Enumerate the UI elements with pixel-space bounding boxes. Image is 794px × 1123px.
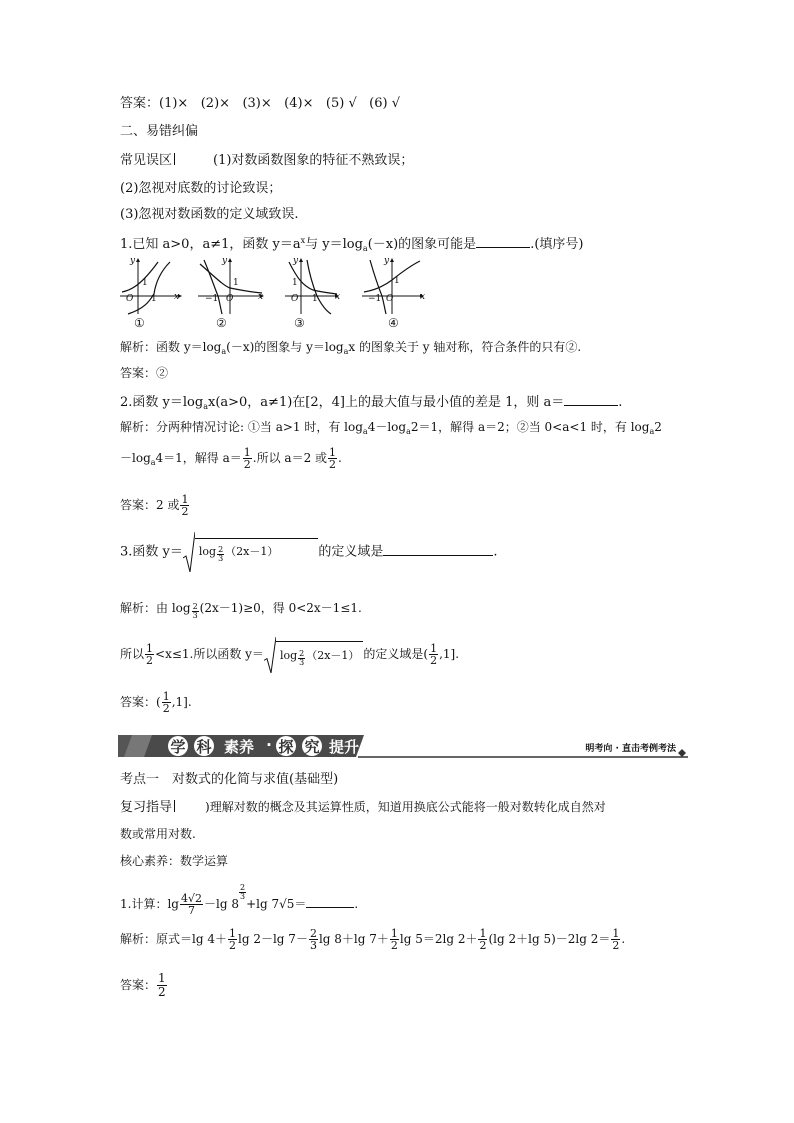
y-label: y — [222, 256, 228, 266]
log-curve — [128, 262, 170, 314]
answer-item: (3)× — [242, 96, 272, 111]
origin-label: O — [291, 294, 299, 304]
fraction: $\frac{2}{3}$ — [299, 648, 305, 667]
y-label: y — [293, 256, 299, 266]
question-1-analysis: 解析：函数 $y=\log_a(-x)$的图象与 $y=\log_ax$ 的图象关于 y 轴对称，符合条件的只有②. — [120, 340, 582, 356]
question-2-analysis-cont: $-\log_a4=1$，解得 a＝ $\frac{1}{2}$ .所以 a＝2 或 $\frac{1}{2}$ . — [120, 446, 342, 471]
exercise-1-analysis: 解析：原式＝lg 4＋ $\frac{1}{2}$ lg 2－lg 7－ $\frac{2}{3}$ lg 8＋lg 7＋ $\frac{1}{2}$ lg 5＝2lg 2＋ $\frac{1}{2}$ (lg 2＋lg 5)－2lg 2＝ $\frac{1}{2}$ . — [120, 927, 626, 952]
question-3-answer: 答案：( $\frac{1}{2}$ ,1]. — [120, 690, 192, 715]
fraction: $\frac{1}{2}$ — [243, 446, 251, 471]
fraction: $\frac{1}{2}$ — [612, 927, 620, 952]
graph-2 — [196, 256, 268, 316]
answer-item: (1)× — [159, 96, 189, 111]
answer-item: (5) √ — [325, 96, 357, 111]
answer-blank — [383, 543, 493, 556]
fraction: $\frac{2}{3}$ — [218, 545, 224, 563]
answer-item: (6) √ — [369, 96, 400, 111]
fraction: $\frac{1}{2}$ — [162, 690, 170, 715]
y-axis-arrow — [390, 258, 394, 262]
exercise-1-stem: 1.计算：lg $\frac{4√2}{7}$ －lg 8 $\frac{2}{3}$ +lg 7√5＝ . — [120, 883, 359, 917]
core-literacy: 核心素养：数学运算 — [120, 854, 229, 868]
graph-4 — [360, 256, 428, 316]
fraction: $\frac{1}{2}$ — [158, 971, 166, 999]
common-errors-prefix: 常见误区 — [120, 153, 173, 168]
graph-1 — [118, 256, 184, 316]
x-label: x — [174, 292, 180, 302]
tick-label: 1 — [233, 278, 239, 288]
fraction: $\frac{1}{2}$ — [181, 493, 189, 518]
origin-label: O — [126, 294, 134, 304]
graph-label-1: ① — [134, 316, 145, 330]
exercise-1-answer: 答案： $\frac{1}{2}$ — [120, 971, 166, 999]
answer-item: (2)× — [200, 96, 231, 111]
banner-char: 提升 — [328, 738, 359, 756]
question-2-answer: 答案：2 或 $\frac{1}{2}$ — [120, 493, 189, 518]
x-label: x — [420, 292, 426, 302]
banner-char: 究 — [304, 738, 320, 756]
radical-sign — [264, 637, 276, 673]
fraction: $\frac{1}{2}$ — [229, 927, 236, 952]
common-error-item: (2)忽视对底数的讨论致误； — [120, 181, 282, 196]
y-axis-arrow — [299, 258, 303, 262]
answer-item: (4)× — [284, 96, 314, 111]
y-axis-arrow — [228, 258, 232, 262]
tick-label: 1 — [151, 294, 157, 304]
question-3-analysis-cont: 所以 $\frac{1}{2}$ <x≤1.所以函数 y＝ log $\frac{2}{3}$ （2x－1） 的定义域是( $\frac{1}{2}$ ,1]. — [120, 636, 459, 673]
exp-curve — [200, 264, 262, 293]
topic-title: 考点一 对数式的化简与求值(基础型) — [120, 772, 339, 787]
y-axis-arrow — [136, 258, 140, 262]
graph-label-4: ④ — [388, 316, 399, 330]
graph-label-2: ② — [216, 316, 227, 330]
common-error-item: (1)对数函数图象的特征不熟致误； — [213, 153, 414, 168]
review-guide-cont: 数或常用对数. — [120, 827, 196, 841]
tick-label: 1 — [142, 278, 148, 288]
tick-label: −1 — [205, 294, 219, 304]
banner-diamond — [678, 749, 686, 757]
sqrt: log $\frac{2}{3}$ （2x－1） — [183, 532, 318, 572]
tick-label: −1 — [368, 294, 382, 304]
log-curve — [204, 260, 222, 314]
origin-label: O — [226, 294, 234, 304]
origin-label: O — [386, 294, 394, 304]
answer-blank — [564, 393, 618, 406]
y-label: y — [130, 256, 136, 266]
x-label: x — [258, 292, 264, 302]
fraction: $\frac{1}{2}$ — [146, 642, 154, 667]
question-2-analysis: 解析：分两种情况讨论: ①当 a>1 时，有 $\log_a4-\log_a2=1$，解得 a＝2；②当 0<a<1 时，有 $\log_a2$ — [120, 420, 662, 436]
fraction: $\frac{4√2}{7}$ — [180, 892, 202, 917]
answer-label: 答案： — [120, 96, 160, 111]
sqrt: log $\frac{2}{3}$ （2x－1） — [264, 637, 363, 673]
question-1-stem: 1.已知 a>0，a≠1，函数 $y=a^x$与 $y=\log_a(-x)$的图象可能是 .(填序号) — [120, 236, 584, 253]
answer-line — [120, 96, 400, 112]
fraction: $\frac{1}{2}$ — [430, 642, 438, 667]
question-3-analysis: 解析：由 log $\frac{2}{3}$ (2x－1)≥0，得 0<2x－1≤1. — [120, 601, 362, 620]
tick-label: 1 — [292, 278, 298, 288]
common-errors-line — [120, 153, 413, 169]
x-label: x — [335, 292, 341, 302]
graph-label-3: ③ — [294, 316, 305, 330]
review-guide: 复习指导 )理解对数的概念及其运算性质，知道用换底公式能将一般对数转化成自然对 — [120, 800, 606, 815]
radical-sign — [183, 532, 195, 572]
fraction: $\frac{1}{2}$ — [329, 446, 337, 471]
exp-curve — [122, 262, 158, 292]
question-2-stem: 2.函数 $y=\log_ax(a>0$，a≠1)在[2，4]上的最大值与最小值的差是 1，则 a＝ . — [120, 395, 623, 411]
log-curve — [370, 260, 386, 314]
fraction: $\frac{2}{3}$ — [309, 927, 317, 952]
banner-char: 素养 — [223, 738, 254, 756]
section-title: 二、易错纠偏 — [120, 124, 199, 139]
fraction: $\frac{1}{2}$ — [479, 927, 487, 952]
common-error-item: (3)忽视对数函数的定义域致误. — [120, 207, 299, 222]
log-curve — [307, 260, 331, 314]
bracket-mark — [174, 800, 179, 812]
section-banner — [118, 733, 692, 759]
banner-char: 学 — [170, 738, 186, 756]
question-1-answer: 答案：② — [120, 366, 169, 380]
exponent-fraction: $\frac{2}{3}$ — [239, 883, 246, 901]
y-label: y — [384, 256, 390, 266]
tick-label: 1 — [394, 276, 400, 286]
tick-label: 1 — [312, 294, 318, 304]
answer-blank — [476, 235, 530, 248]
banner-char: 科 — [196, 738, 212, 756]
banner-subtitle: 明考向 · 直击考例考法 — [585, 744, 676, 754]
banner-char: · — [266, 736, 272, 754]
fraction: $\frac{1}{2}$ — [390, 927, 398, 952]
bracket-mark — [174, 153, 179, 165]
question-3-stem: 3.函数 y＝ log $\frac{2}{3}$ （2x－1） 的定义域是 . — [120, 532, 498, 573]
fraction: $\frac{2}{3}$ — [192, 602, 198, 620]
answer-blank — [306, 895, 354, 908]
banner-char: 探 — [278, 738, 294, 756]
